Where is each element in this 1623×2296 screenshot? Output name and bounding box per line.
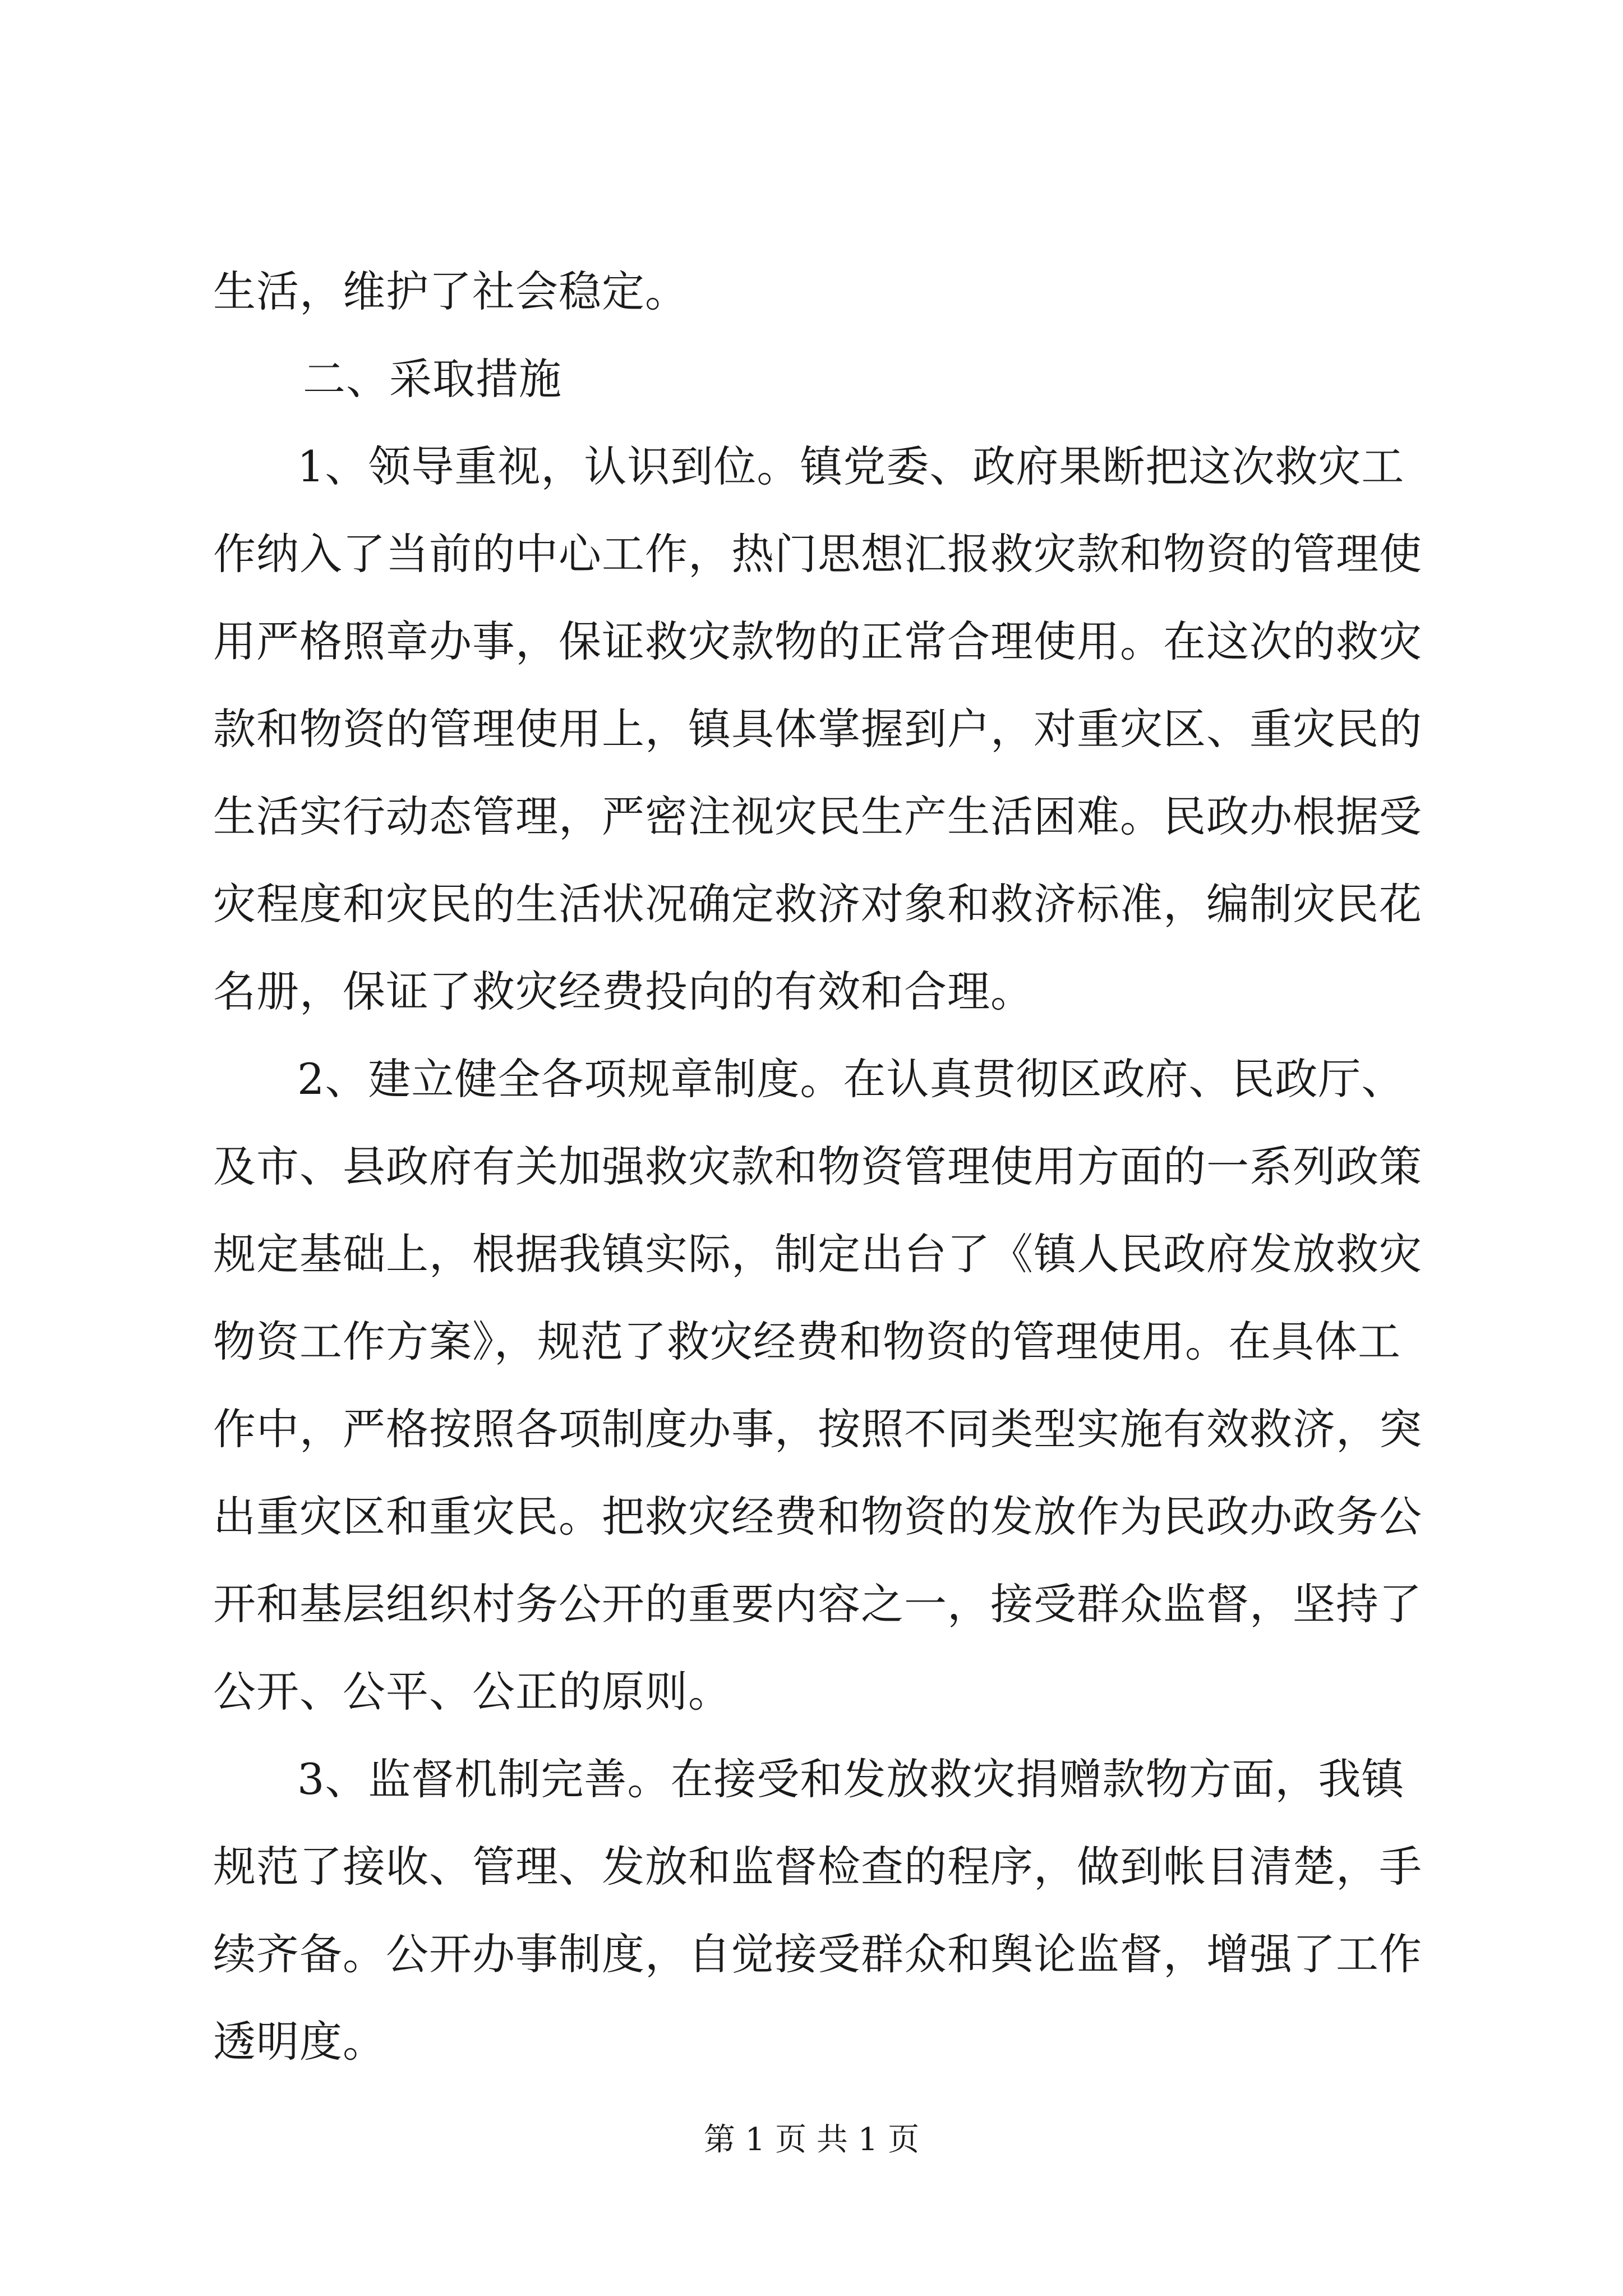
- body-line: 生活实行动态管理，严密注视灾民生产生活困难。民政办根据受: [213, 792, 1422, 841]
- body-line: 出重灾区和重灾民。把救灾经费和物资的发放作为民政办政务公: [213, 1492, 1422, 1542]
- paragraph-first-line: 3、监督机制完善。在接受和发放救灾捐赠款物方面，我镇: [297, 1754, 1405, 1804]
- body-line: 作中，严格按照各项制度办事，按照不同类型实施有效救济，突: [213, 1404, 1422, 1454]
- body-line: 规范了接收、管理、发放和监督检查的程序，做到帐目清楚，手: [213, 1842, 1422, 1892]
- paragraph-first-line: 2、建立健全各项规章制度。在认真贯彻区政府、民政厅、: [297, 1054, 1405, 1104]
- paragraph-first-line: 1、领导重视，认识到位。镇党委、政府果断把这次救灾工: [297, 441, 1405, 491]
- body-line: 规定基础上，根据我镇实际，制定出台了《镇人民政府发放救灾: [213, 1229, 1422, 1279]
- body-line: 生活，维护了社会稳定。: [213, 266, 688, 316]
- body-line: 透明度。: [213, 2017, 386, 2067]
- body-line: 公开、公平、公正的原则。: [213, 1667, 731, 1717]
- body-line: 续齐备。公开办事制度，自觉接受群众和舆论监督，增强了工作: [213, 1929, 1422, 1979]
- body-line: 物资工作方案》，规范了救灾经费和物资的管理使用。在具体工: [213, 1317, 1401, 1366]
- body-line: 名册，保证了救灾经费投向的有效和合理。: [213, 967, 1034, 1016]
- body-line: 及市、县政府有关加强救灾款和物资管理使用方面的一系列政策: [213, 1142, 1422, 1191]
- body-line: 开和基层组织村务公开的重要内容之一，接受群众监督，坚持了: [213, 1579, 1422, 1629]
- page-number-footer: 第 1 页 共 1 页: [703, 2122, 920, 2158]
- body-line: 作纳入了当前的中心工作，热门思想汇报救灾款和物资的管理使: [213, 529, 1422, 579]
- body-line: 款和物资的管理使用上，镇具体掌握到户，对重灾区、重灾民的: [213, 704, 1422, 754]
- body-line: 灾程度和灾民的生活状况确定救济对象和救济标准，编制灾民花: [213, 879, 1422, 929]
- section-heading: 二、采取措施: [303, 354, 562, 404]
- body-line: 用严格照章办事，保证救灾款物的正常合理使用。在这次的救灾: [213, 616, 1422, 666]
